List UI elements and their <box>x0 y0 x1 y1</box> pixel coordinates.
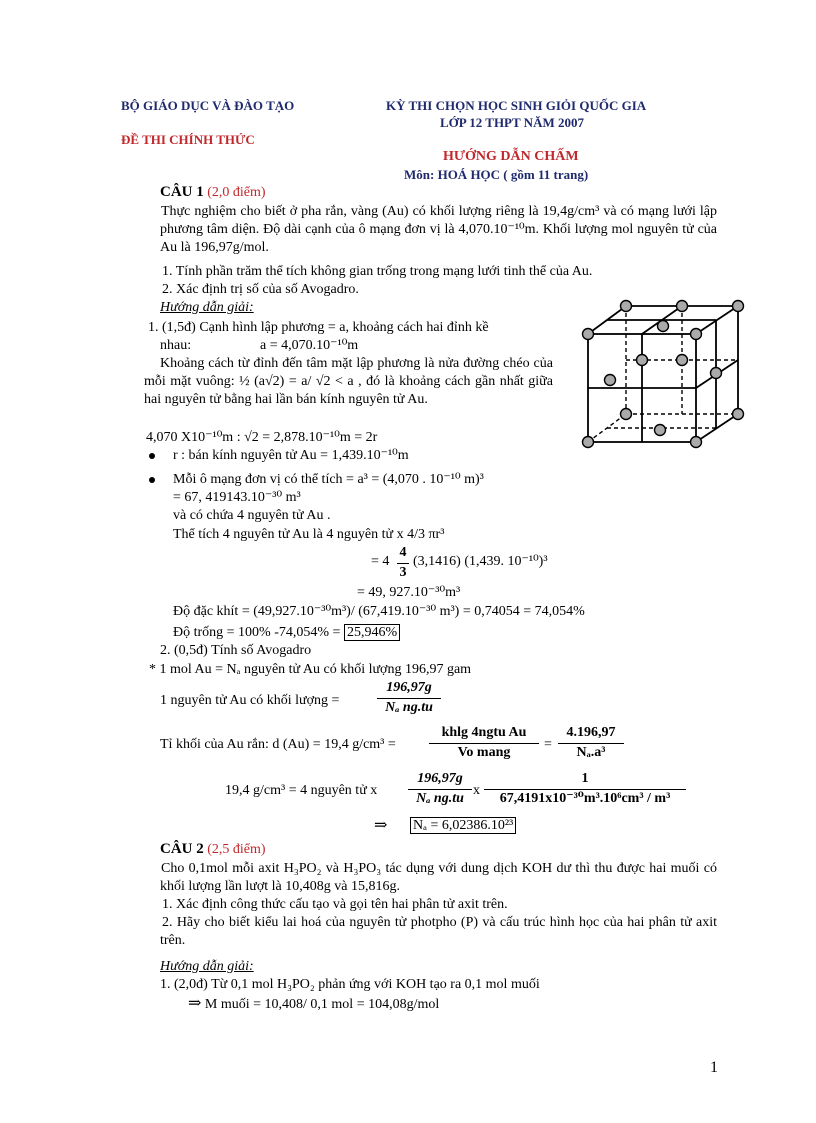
q2-intro: Cho 0,1mol mỗi axit H₃PO₂ và H₃PO₃ tác dụng với dung dịch KOH dư thì thu được hai muối có khối lượng lần lượt là 10,408g và 15,816g. <box>160 861 717 894</box>
implies-arrow: ⇒ <box>374 817 388 834</box>
q1-atoms-per-cell: và có chứa 4 nguyên tử Au . <box>173 508 331 523</box>
q1-edge-length: a = 4,070.10⁻¹⁰m <box>260 338 359 353</box>
q2-points: (2,5 điểm) <box>207 842 266 857</box>
q1-label: CÂU 1 <box>160 184 204 200</box>
q1-bullet-radius: r : bán kính nguyên tử Au = 1,439.10⁻¹⁰m <box>173 448 409 463</box>
fraction-numerator: 4 <box>397 544 409 564</box>
bullet-dot <box>149 477 155 483</box>
q1-atom-mass-prefix: 1 nguyên tử Au có khối lượng = <box>160 693 340 708</box>
page-number: 1 <box>710 1059 718 1076</box>
q1-final-fraction2 <box>484 770 686 808</box>
q1-avogadro-result <box>410 817 516 835</box>
q1-avogadro-mol-def: * 1 mol Au = Nₐ nguyên tử Au có khối lượng 196,97 gam <box>149 662 472 677</box>
fraction-numerator: 1 <box>484 770 686 790</box>
atom <box>677 301 688 312</box>
exam-title-line2: LỚP 12 THPT NĂM 2007 <box>440 115 584 130</box>
q2-label: CÂU 2 <box>160 841 204 857</box>
atom <box>637 355 648 366</box>
q1-distance-paragraph: Khoảng cách từ đỉnh đến tâm mặt lập phương là nửa đường chéo của mỗi mặt vuông: ½ (a√2) = a/ √2 < a , đó là khoảng cách gần nhất giữa hai nguyên tử bằng hai lần bán kính nguyên tử Au. <box>144 356 553 407</box>
fraction-numerator: khlg 4ngtu Au <box>429 724 539 744</box>
q1-part1-heading: 1. (1,5đ) Cạnh hình lập phương = a, khoảng cách hai đỉnh kề <box>148 320 489 335</box>
q1-heading <box>160 183 266 202</box>
implies-arrow: ⇒ <box>188 995 202 1012</box>
q1-radius-calc: 4,070 X10⁻¹⁰m : √2 = 2,878.10⁻¹⁰m = 2r <box>146 430 378 445</box>
fraction-denominator: 3 <box>399 565 407 580</box>
q1-avogadro-value: Nₐ = 6,02386.10²³ <box>410 817 516 834</box>
q1-final-fraction1 <box>408 770 472 808</box>
atom <box>621 301 632 312</box>
fraction-numerator: 196,97g <box>408 770 472 790</box>
q1-volume-eq-values: (3,1416) (1,439. 10⁻¹⁰)³ <box>413 554 548 569</box>
q1-part2-heading: 2. (0,5đ) Tính số Avogadro <box>160 643 312 658</box>
atom <box>655 425 666 436</box>
atom <box>691 329 702 340</box>
q1-guide-label: Hướng dẫn giải: <box>160 300 254 315</box>
official-exam-label: ĐỀ THI CHÍNH THỨC <box>121 132 255 147</box>
guide-title: HƯỚNG DẪN CHẤM <box>443 149 579 164</box>
q2-part1: 1. (2,0đ) Từ 0,1 mol H₃PO₂ phản ứng với KOH tạo ra 0,1 mol muối <box>160 977 540 992</box>
q2-guide-label: Hướng dẫn giải: <box>160 959 254 974</box>
q1-four-thirds-fraction <box>397 544 409 582</box>
q1-atoms-volume-formula: Thể tích 4 nguyên tử Au là 4 nguyên tử x 4/3 πr³ <box>173 527 445 542</box>
atom <box>621 409 632 420</box>
q1-volume-result: = 49, 927.10⁻³⁰m³ <box>357 585 461 600</box>
q1-task2: 2. Xác định trị số của số Avogadro. <box>162 282 359 297</box>
fcc-unit-cell-diagram <box>578 296 746 466</box>
atom <box>691 437 702 448</box>
q1-part1-nhau: nhau: <box>160 338 192 353</box>
q1-density-ratio-prefix: Tỉ khối của Au rắn: d (Au) = 19,4 g/cm³ = <box>160 737 396 752</box>
q1-empty-space-result: 25,946% <box>344 624 400 641</box>
q1-cell-volume-value: = 67, 419143.10⁻³⁰ m³ <box>173 490 301 505</box>
fraction-denominator: Vo mang <box>457 745 511 760</box>
q1-volume-eq-prefix: = 4 <box>371 554 390 569</box>
ministry-name: BỘ GIÁO DỤC VÀ ĐÀO TẠO <box>121 98 295 113</box>
q1-empty-space-formula: Độ trống = 100% -74,054% = <box>173 625 341 640</box>
atom <box>605 375 616 386</box>
fraction-denominator: Nₐ ng.tu <box>416 791 464 806</box>
q2-heading <box>160 840 266 859</box>
atom <box>583 437 594 448</box>
q1-packing-density: Độ đặc khít = (49,927.10⁻³⁰m³)/ (67,419.10⁻³⁰ m³) = 0,74054 = 74,054% <box>173 604 585 619</box>
atom <box>733 301 744 312</box>
q1-empty-space <box>173 624 400 642</box>
q1-density-ratio-fraction1 <box>429 724 539 762</box>
fraction-denominator: 67,4191x10⁻³⁰m³.10⁶cm³ / m³ <box>499 791 671 806</box>
q1-final-eq-prefix: 19,4 g/cm³ = 4 nguyên tử x <box>225 783 378 798</box>
q1-points: (2,0 điểm) <box>207 185 266 200</box>
q2-molar-mass: M muối = 10,408/ 0,1 mol = 104,08g/mol <box>204 997 440 1012</box>
q2-task2: 2. Hãy cho biết kiểu lai hoá của nguyên tử photpho (P) và cấu trúc hình học của hai phân tử axit trên. <box>160 915 717 948</box>
q1-atom-mass-fraction <box>377 679 441 717</box>
q1-equals-sign: = <box>544 737 552 752</box>
atom <box>711 368 722 379</box>
atom <box>677 355 688 366</box>
q1-bullet-cell-volume: Mỗi ô mạng đơn vị có thể tích = a³ = (4,070 . 10⁻¹⁰ m)³ <box>173 472 484 487</box>
atom <box>658 321 669 332</box>
atom <box>733 409 744 420</box>
fraction-numerator: 4.196,97 <box>558 724 624 744</box>
fraction-denominator: Nₐ.a³ <box>576 745 606 760</box>
fraction-denominator: Nₐ ng.tu <box>385 700 433 715</box>
fraction-numerator: 196,97g <box>377 679 441 699</box>
atom <box>583 329 594 340</box>
q1-multiply-sign: x <box>473 783 480 798</box>
q1-density-ratio-fraction2 <box>558 724 624 762</box>
q2-molar-mass-line <box>188 995 439 1014</box>
q1-intro: Thực nghiệm cho biết ở pha rắn, vàng (Au) có khối lượng riêng là 19,4g/cm³ và có mạng lưới lập phương tâm diện. Độ dài cạnh của ô mạng đơn vị là 4,070.10⁻¹⁰m. Khối lượng mol nguyên tử của Au là 196,97g/mol. <box>160 204 717 255</box>
q2-task1: 1. Xác định công thức cấu tạo và gọi tên hai phân tử axit trên. <box>162 897 508 912</box>
subject-line: Môn: HOÁ HỌC ( gồm 11 trang) <box>404 167 589 182</box>
bullet-dot <box>149 453 155 459</box>
exam-title-line1: KỲ THI CHỌN HỌC SINH GIỎI QUỐC GIA <box>386 98 647 113</box>
q1-task1: 1. Tính phần trăm thể tích không gian trống trong mạng lưới tinh thể của Au. <box>162 264 593 279</box>
